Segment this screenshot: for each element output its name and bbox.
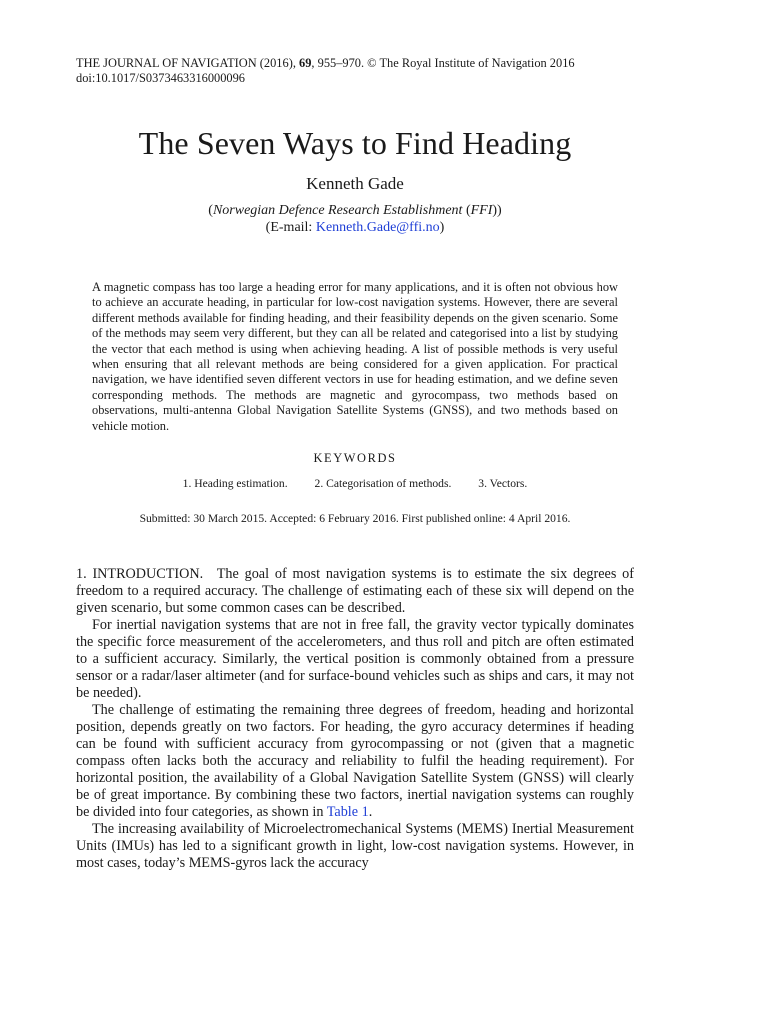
keyword-item: 3. Vectors. (478, 477, 528, 491)
table-1-link[interactable]: Table 1 (326, 804, 369, 821)
keyword-item: 2. Categorisation of methods. (314, 477, 452, 491)
keyword-item: 1. Heading estimation. (182, 477, 288, 491)
intro-paragraph-2: For inertial navigation systems that are not in free fall, the gravity vector typically dominates the specific force measurement of the accelerometers, and thus roll and pitch are often estimated to a sufficient accuracy. Similarly, the vertical position is commonly obtained from a pressure sensor or a radar/laser altimeter (and for surface-bound vehicles such as ships and cars, it may not be needed). (76, 617, 634, 702)
paper-title: The Seven Ways to Find Heading (138, 125, 572, 161)
email-line: (E-mail: Kenneth.Gade@ffi.no) (265, 220, 445, 235)
keywords-heading: KEYWORDS (313, 451, 397, 466)
institution-abbr: FFI (470, 203, 493, 218)
institution-name: Norwegian Defence Research Establishment (212, 203, 463, 218)
article-page (76, 56, 634, 872)
affiliation: (Norwegian Defence Research Establishment (FFI)) (208, 203, 502, 218)
intro-paragraph-1: 1. INTRODUCTION. The goal of most navigation systems is to estimate the six degrees of freedom to a required accuracy. The challenge of estimating each of these six will depend on the given scenario, but some common cases can be described. (76, 566, 634, 617)
citation-line (76, 56, 634, 71)
doi: doi:10.1017/S0373463316000096 (76, 71, 246, 85)
abstract: A magnetic compass has too large a heading error for many applications, and it is often not obvious how to achieve an accurate heading, in particular for low-cost navigation systems. However, there are several different methods available for finding heading, and their feasibility depends on the given scenario. Some of the methods may seem very different, but they can all be related and categorised into a list by studying the vector that each method is using when achieving heading. A list of possible methods is very useful when ensuring that all relevant methods are being considered for a given application. For practical navigation, we have identified seven different vectors in use for heading estimation, and we define seven corresponding methods. The methods are magnetic and gyrocompass, two methods based on observations, multi-antenna Global Navigation Satellite Systems (GNSS), and two methods based on vehicle motion. (92, 280, 618, 433)
section-heading: 1. INTRODUCTION. (76, 566, 204, 583)
volume-number: 69 (299, 56, 312, 70)
journal-name: THE JOURNAL OF NAVIGATION (2016), (76, 56, 300, 70)
intro-paragraph-3: The challenge of estimating the remaining three degrees of freedom, heading and horizontal position, depends greatly on two factors. For heading, the gyro accuracy determines if heading can be found with sufficient accuracy from gyrocompassing or not (given that a magnetic compass often lacks both the accuracy and reliability to fulfil the heading requirement). For horizontal position, the availability of a Global Navigation Satellite System (GNSS) will clearly be of great importance. By combining these two factors, inertial navigation systems can roughly be divided into four categories, as shown in Table 1. (76, 702, 634, 821)
email-link[interactable]: Kenneth.Gade@ffi.no (315, 220, 440, 235)
intro-paragraph-4: The increasing availability of Microelectromechanical Systems (MEMS) Inertial Measurement Units (IMUs) has led to a significant growth in light, low-cost navigation systems. However, in most cases, today’s MEMS-gyros lack the accuracy (76, 821, 634, 872)
introduction-section (76, 566, 634, 872)
submission-dates: Submitted: 30 March 2015. Accepted: 6 February 2016. First published online: 4 April 2016. (139, 512, 571, 526)
journal-header (76, 56, 634, 86)
author-name: Kenneth Gade (306, 174, 404, 193)
keywords-list (76, 476, 634, 491)
pages-copyright: , 955–970. © The Royal Institute of Navigation 2016 (311, 56, 575, 70)
